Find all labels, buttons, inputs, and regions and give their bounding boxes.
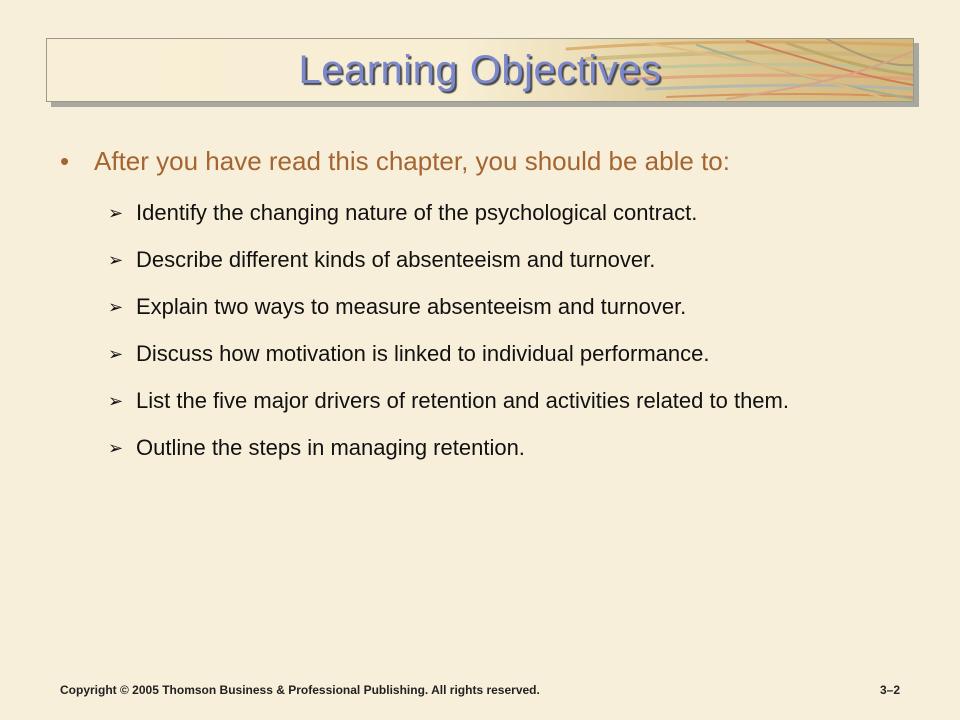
arrow-bullet-icon: ➢ — [108, 438, 124, 458]
objectives-list — [108, 198, 888, 480]
arrow-bullet-icon: ➢ — [108, 297, 124, 317]
objective-item — [108, 198, 888, 228]
arrow-bullet-icon: ➢ — [108, 344, 124, 364]
intro-text: After you have read this chapter, you should be able to: — [94, 146, 730, 176]
objective-item — [108, 292, 888, 322]
objective-text: List the five major drivers of retention and activities related to them. — [136, 388, 789, 413]
objective-item — [108, 386, 888, 416]
objective-text: Explain two ways to measure absenteeism and turnover. — [136, 294, 687, 319]
footer-copyright: Copyright © 2005 Thomson Business & Professional Publishing. All rights reserved. — [60, 683, 540, 697]
objective-text: Identify the changing nature of the psychological contract. — [136, 200, 698, 225]
arrow-bullet-icon: ➢ — [108, 250, 124, 270]
objective-text: Describe different kinds of absenteeism and turnover. — [136, 247, 656, 272]
title-banner — [46, 38, 914, 102]
arrow-bullet-icon: ➢ — [108, 203, 124, 223]
slide-title: Learning Objectives — [298, 48, 662, 92]
footer-page-number: 3–2 — [879, 683, 900, 697]
intro-bullet: • — [60, 146, 70, 176]
intro-line — [60, 146, 920, 177]
objective-text: Discuss how motivation is linked to individual performance. — [136, 341, 710, 366]
objective-text: Outline the steps in managing retention. — [136, 435, 525, 460]
objective-item — [108, 339, 888, 369]
objective-item — [108, 245, 888, 275]
objective-item — [108, 433, 888, 463]
arrow-bullet-icon: ➢ — [108, 391, 124, 411]
